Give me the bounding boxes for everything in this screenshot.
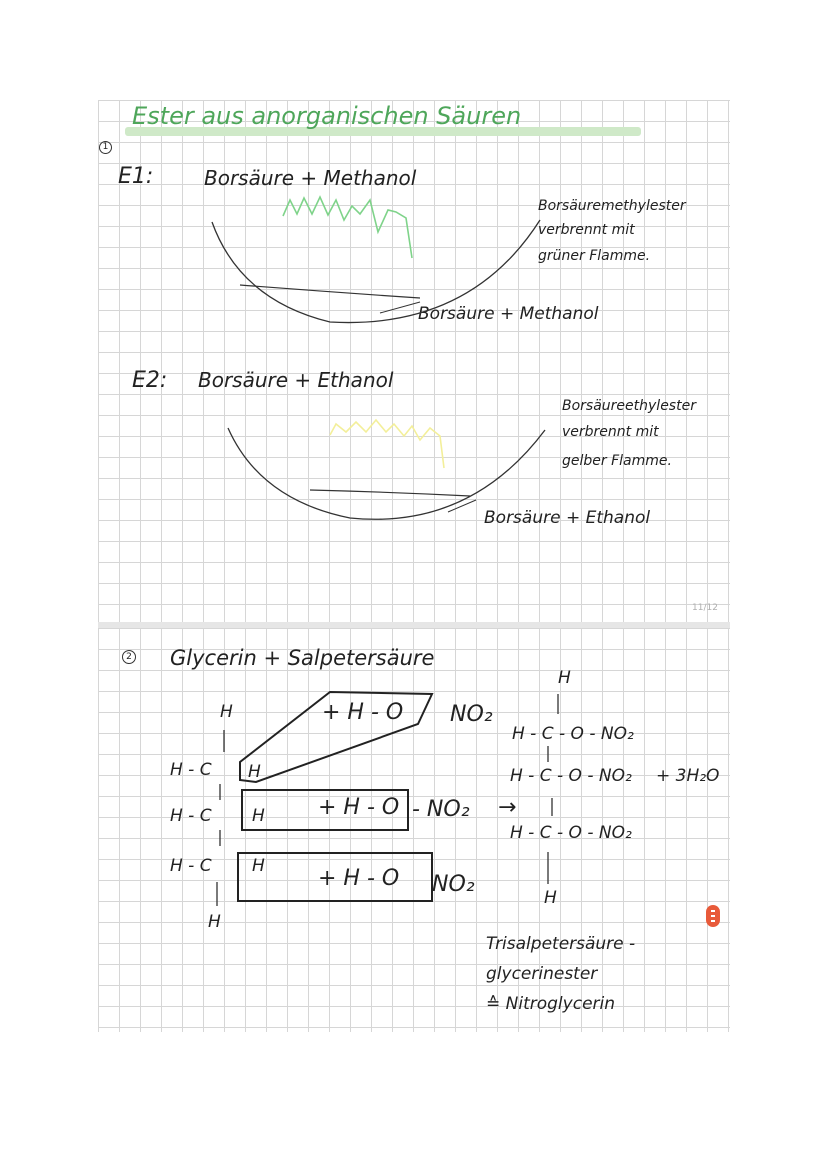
product-name-2: glycerinester [486, 964, 598, 984]
bond-enclosure-3 [238, 853, 432, 901]
exp2-reaction: Borsäure + Ethanol [198, 368, 394, 392]
arrow: → [498, 795, 517, 820]
exp1-note-3: grüner Flamme. [538, 248, 651, 264]
exp1-note-1: Borsäuremethylester [538, 198, 686, 214]
glycerin-row3-h: H [252, 856, 265, 876]
glycerin-row3: H - C [170, 856, 212, 876]
exp1-contents: Borsäure + Methanol [418, 304, 599, 324]
acid-2: + H - O [318, 795, 400, 820]
product-name-3: ≙ Nitroglycerin [486, 994, 616, 1014]
exp1-reaction: Borsäure + Methanol [204, 166, 417, 190]
section-number-1: 1 [99, 141, 112, 154]
glycerin-row1-h: H [248, 762, 261, 782]
glycerin-top-h: H [220, 702, 233, 722]
product-row3: H - C - O - NO₂ [510, 823, 632, 843]
acid-3-no2: NO₂ [432, 872, 475, 897]
bond-enclosure-1 [240, 692, 432, 782]
exp2-note-1: Borsäureethylester [562, 398, 696, 414]
acid-1-no2: NO₂ [450, 702, 493, 727]
exp1-note-2: verbrennt mit [538, 222, 635, 238]
section-number-2: 2 [122, 650, 136, 664]
acid-3: + H - O [318, 866, 400, 891]
product-bottom-h: H [544, 888, 557, 908]
section2-reaction: Glycerin + Salpetersäure [170, 646, 435, 670]
acid-1: + H - O [322, 700, 404, 725]
product-name-1: Trisalpetersäure - [486, 934, 636, 954]
glycerin-bottom-h: H [208, 912, 221, 932]
page-indicator: 11/12 [692, 603, 718, 613]
product-water: + 3H₂O [656, 766, 720, 786]
exp2-label: E2: [132, 368, 168, 393]
glycerin-row1: H - C [170, 760, 212, 780]
bond-enclosure-2 [242, 790, 408, 830]
page-title: Ester aus anorganischen Säuren [132, 102, 522, 130]
side-menu-button[interactable] [706, 905, 720, 927]
exp1-label: E1: [118, 164, 154, 189]
exp2-contents: Borsäure + Ethanol [484, 508, 651, 528]
product-row1: H - C - O - NO₂ [512, 724, 634, 744]
exp2-note-3: gelber Flamme. [562, 453, 672, 469]
exp2-note-2: verbrennt mit [562, 424, 659, 440]
acid-2-no2: - NO₂ [412, 797, 470, 822]
product-top-h: H [558, 668, 571, 688]
glycerin-row2: H - C [170, 806, 212, 826]
glycerin-row2-h: H [252, 806, 265, 826]
product-row2: H - C - O - NO₂ [510, 766, 632, 786]
